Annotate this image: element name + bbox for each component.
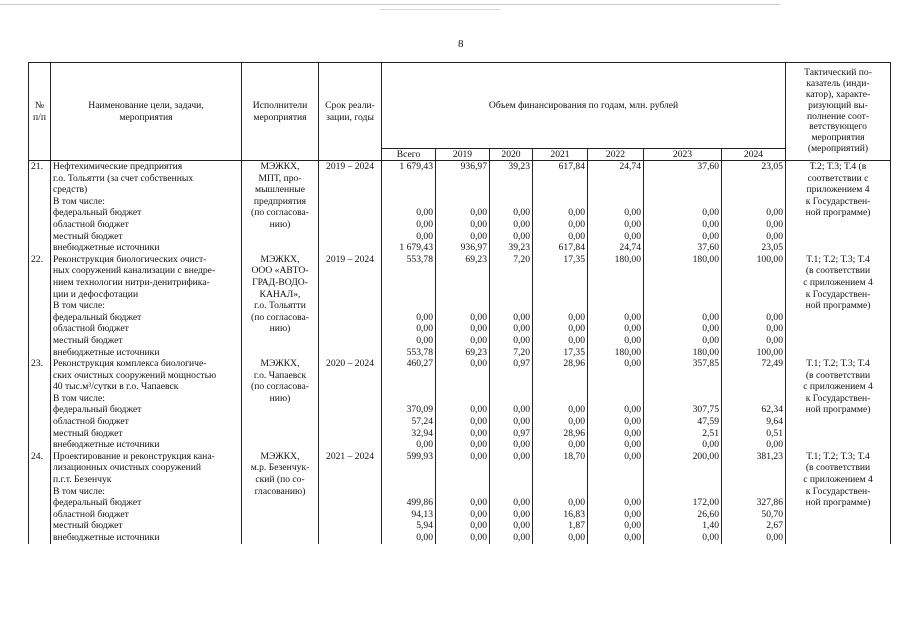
row-executor: МЭЖКХ, ООО «АВТО- ГРАД-ВОДО- КАНАЛ», г.о. Тольятти (по согласова- нию) (242, 254, 319, 358)
value-2021: 17,35 0,00 0,00 0,00 17,35 (533, 254, 588, 358)
value-2024: 100,00 0,00 0,00 0,00 100,00 (722, 254, 786, 358)
header-indicator: Тактический по- казатель (инди- катор), характе- ризующий вы- полнение соот- ветствующего мероприятия (мероприятий) (786, 63, 891, 161)
value-2020: 0,00 0,00 0,00 0,00 0,00 (490, 451, 533, 544)
page-number: 8 (458, 38, 464, 50)
header-year-total: Всего (382, 149, 436, 161)
row-indicator: Т.1; Т.2; Т.3; Т.4 (в соответствии с приложением 4 к Государствен- ной программе) (786, 451, 891, 544)
value-total: 1 679,43 0,00 0,00 0,00 1 679,43 (382, 161, 436, 254)
value-2022: 0,00 0,00 0,00 0,00 0,00 (588, 358, 644, 451)
row-term: 2021 – 2024 (319, 451, 382, 544)
value-2021: 28,96 0,00 0,00 28,96 0,00 (533, 358, 588, 451)
row-name: Реконструкция комплекса биологиче- ских очистных сооружений мощностью 40 тыс.м³/сутки в г.о. Чапаевск В том числе: федеральный бюджет областной бюджет местный бюджет внебюджетные источники (51, 358, 242, 451)
value-2019: 936,97 0,00 0,00 0,00 936,97 (436, 161, 490, 254)
value-2024: 23,05 0,00 0,00 0,00 23,05 (722, 161, 786, 254)
funding-table (28, 62, 891, 544)
row-indicator: Т.1; Т.2; Т.3; Т.4 (в соответствии с приложением 4 к Государствен- ной программе) (786, 358, 891, 451)
value-2022: 24,74 0,00 0,00 0,00 24,74 (588, 161, 644, 254)
table-row (29, 161, 891, 254)
table-row (29, 254, 891, 358)
row-term: 2020 – 2024 (319, 358, 382, 451)
row-executor: МЭЖКХ, г.о. Чапаевск (по согласова- нию) (242, 358, 319, 451)
value-2023: 200,00 172,00 26,60 1,40 0,00 (644, 451, 722, 544)
row-executor: МЭЖКХ, м.р. Безенчук- ский (по со- гласованию) (242, 451, 319, 544)
header-name: Наименование цели, задачи, мероприятия (51, 63, 242, 161)
header-year-2020: 2020 (490, 149, 533, 161)
table-row (29, 358, 891, 451)
header-term: Срок реали- зации, годы (319, 63, 382, 161)
scan-artifact-line (0, 4, 780, 5)
header-year-2022: 2022 (588, 149, 644, 161)
row-num: 24. (29, 451, 51, 544)
row-name: Реконструкция биологических очист- ных сооружений канализации с внедре- нием технологии нитри-денитрифика- ции и дефосфотации В том числе: федеральный бюджет областной бюджет местный бюджет внебюджетные источники (51, 254, 242, 358)
header-executor: Исполнители мероприятия (242, 63, 319, 161)
value-2022: 0,00 0,00 0,00 0,00 0,00 (588, 451, 644, 544)
value-2023: 180,00 0,00 0,00 0,00 180,00 (644, 254, 722, 358)
row-num: 23. (29, 358, 51, 451)
value-2024: 381,23 327,86 50,70 2,67 0,00 (722, 451, 786, 544)
value-2021: 18,70 0,00 16,83 1,87 0,00 (533, 451, 588, 544)
header-year-2019: 2019 (436, 149, 490, 161)
row-indicator: Т.2; Т.3; Т.4 (в соответствии с приложением 4 к Государствен- ной программе) (786, 161, 891, 254)
value-2019: 69,23 0,00 0,00 0,00 69,23 (436, 254, 490, 358)
row-indicator: Т.1; Т.2; Т.3; Т.4 (в соответствии с приложением 4 к Государствен- ной программе) (786, 254, 891, 358)
header-year-2023: 2023 (644, 149, 722, 161)
value-total: 599,93 499,86 94,13 5,94 0,00 (382, 451, 436, 544)
row-name: Нефтехимические предприятия г.о. Тольятти (за счет собственных средств) В том числе: федеральный бюджет областной бюджет местный бюджет внебюджетные источники (51, 161, 242, 254)
value-2023: 37,60 0,00 0,00 0,00 37,60 (644, 161, 722, 254)
value-total: 553,78 0,00 0,00 0,00 553,78 (382, 254, 436, 358)
row-num: 21. (29, 161, 51, 254)
value-total: 460,27 370,09 57,24 32,94 0,00 (382, 358, 436, 451)
header-funding: Объем финансирования по годам, млн. рублей (382, 63, 786, 149)
value-2021: 617,84 0,00 0,00 0,00 617,84 (533, 161, 588, 254)
header-year-2021: 2021 (533, 149, 588, 161)
header-num: № п/п (29, 63, 51, 161)
value-2023: 357,85 307,75 47,59 2,51 0,00 (644, 358, 722, 451)
value-2019: 0,00 0,00 0,00 0,00 0,00 (436, 358, 490, 451)
row-name: Проектирование и реконструкция кана- лизационных очистных сооружений п.г.т. Безенчук В том числе: федеральный бюджет областной бюджет местный бюджет внебюджетные источники (51, 451, 242, 544)
value-2020: 7,20 0,00 0,00 0,00 7,20 (490, 254, 533, 358)
row-term: 2019 – 2024 (319, 254, 382, 358)
row-executor: МЭЖКХ, МПТ, про- мышленные предприятия (по согласова- нию) (242, 161, 319, 254)
value-2019: 0,00 0,00 0,00 0,00 0,00 (436, 451, 490, 544)
value-2022: 180,00 0,00 0,00 0,00 180,00 (588, 254, 644, 358)
row-term: 2019 – 2024 (319, 161, 382, 254)
value-2024: 72,49 62,34 9,64 0,51 0,00 (722, 358, 786, 451)
table-row (29, 451, 891, 544)
row-num: 22. (29, 254, 51, 358)
header-year-2024: 2024 (722, 149, 786, 161)
scan-artifact-line (380, 9, 500, 10)
value-2020: 0,97 0,00 0,00 0,97 0,00 (490, 358, 533, 451)
value-2020: 39,23 0,00 0,00 0,00 39,23 (490, 161, 533, 254)
